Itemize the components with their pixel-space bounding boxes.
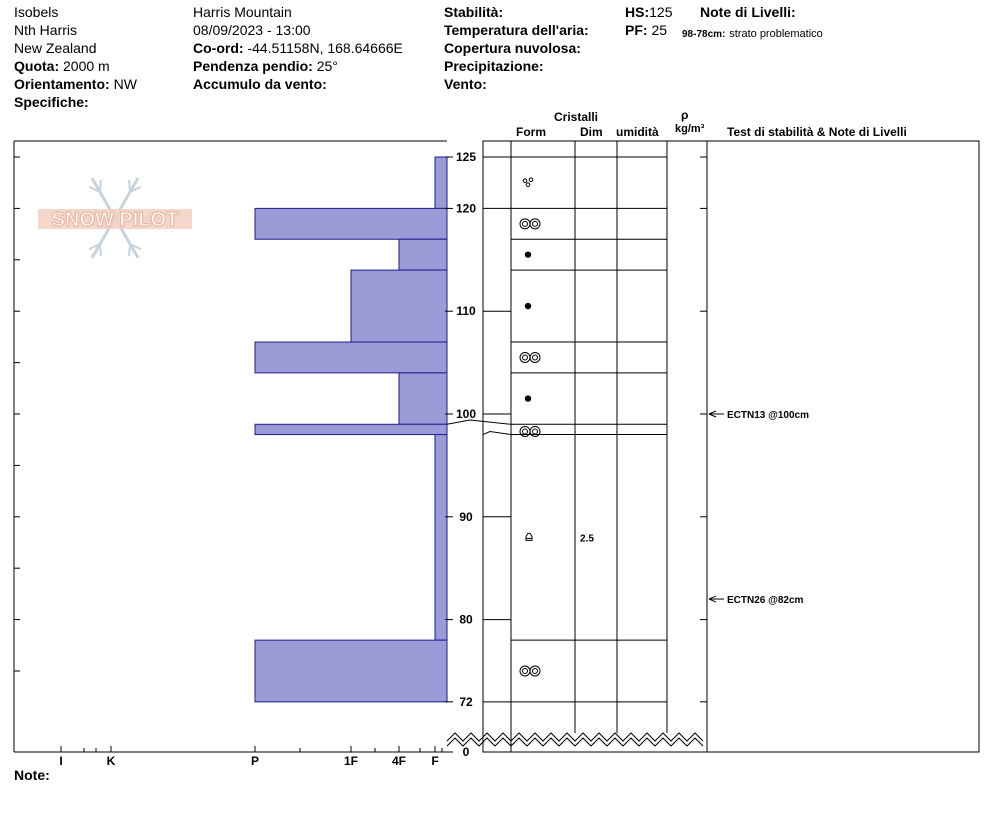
- stability-test-label: ECTN26 @82cm: [727, 595, 804, 607]
- melt-form-icon: [523, 429, 528, 434]
- logo-text: SNOW PILOT: [51, 209, 179, 231]
- pf-label: PF:: [625, 22, 648, 38]
- hardness-bar: [399, 373, 447, 424]
- depth-label: 0: [462, 745, 470, 759]
- hs-value: 125: [649, 4, 673, 20]
- snowflake-branch: [100, 180, 101, 192]
- hardness-label: K: [106, 754, 116, 768]
- snow-pilot-logo: [38, 178, 192, 258]
- tests-notes-header: Test di stabilità & Note di Livelli: [727, 125, 907, 139]
- observer-name: Isobels: [14, 4, 59, 20]
- dim-header: Dim: [580, 125, 603, 139]
- layer-notes-label: Note di Livelli:: [700, 4, 796, 20]
- depth-label: 120: [455, 201, 477, 216]
- melt-form-icon: [533, 429, 538, 434]
- snowflake-branch: [100, 244, 101, 256]
- ice-formation-icon: [525, 395, 531, 401]
- precip-particle-icon: [526, 183, 530, 187]
- hardness-bars: [255, 157, 447, 702]
- melt-form-icon: [520, 219, 530, 229]
- stability-tests: [709, 410, 809, 606]
- melt-form-icon: [533, 355, 538, 360]
- depth-label: 125: [455, 150, 477, 164]
- location-name: Harris Mountain: [193, 4, 292, 20]
- depth-hoar-icon: [526, 533, 532, 540]
- hardness-label: P: [250, 754, 260, 768]
- precip-particle-icon: [529, 178, 533, 182]
- hardness-bar: [255, 640, 447, 702]
- ice-formation-icon: [525, 251, 531, 257]
- hardness-bar: [435, 157, 447, 208]
- snowflake-branch: [129, 180, 130, 192]
- observation-datetime: 08/09/2023 - 13:00: [193, 22, 311, 38]
- elevation-label: Quota:: [14, 58, 60, 74]
- grain-table-frame: [483, 141, 979, 752]
- boundary-connector: [483, 432, 511, 435]
- melt-form-icon: [523, 221, 528, 226]
- layer-note-text: strato problematico: [729, 28, 823, 40]
- aspect-value: NW: [113, 76, 137, 92]
- depth-label: 72: [459, 694, 473, 709]
- specifics-label: Specifiche:: [14, 94, 89, 110]
- country-name: New Zealand: [14, 40, 97, 56]
- coord-value: -44.51158N, 168.64666E: [247, 40, 403, 56]
- hardness-label: F: [431, 754, 439, 768]
- cloud-cover-label: Copertura nuvolosa:: [444, 40, 581, 56]
- melt-form-icon: [530, 666, 540, 676]
- hs-label: HS:: [625, 4, 650, 20]
- stability-test-label: ECTN13 @100cm: [727, 410, 810, 421]
- layer-note-range: 98-78cm:: [682, 29, 726, 40]
- stability-label: Stabilità:: [444, 4, 504, 20]
- melt-form-icon: [520, 666, 530, 676]
- precip-particle-icon: [523, 179, 527, 183]
- elevation-value: 2000 m: [63, 58, 110, 74]
- melt-form-icon: [523, 669, 528, 674]
- coord-label: Co-ord:: [193, 40, 244, 56]
- depth-label: 110: [456, 304, 476, 319]
- snowflake-branch: [129, 244, 130, 256]
- air-temp-label: Temperatura dell'aria:: [444, 22, 589, 38]
- form-header: Form: [516, 125, 546, 139]
- wind-loading-label: Accumulo da vento:: [193, 76, 327, 92]
- aspect-label: Orientamento:: [14, 76, 110, 92]
- melt-form-icon: [520, 352, 530, 362]
- crystals-header: Cristalli: [554, 110, 599, 124]
- hardness-bar: [399, 239, 447, 270]
- axis-break: [447, 738, 703, 746]
- depth-label: 90: [459, 509, 473, 524]
- hardness-bar: [255, 208, 447, 239]
- depth-label: 80: [459, 612, 473, 627]
- grain-size-label: 2.5: [580, 533, 594, 545]
- precipitation-label: Precipitazione:: [444, 58, 544, 74]
- ice-formation-icon: [525, 303, 531, 309]
- hardness-bar: [255, 424, 447, 434]
- melt-form-icon: [530, 219, 540, 229]
- pf-value: 25: [651, 22, 668, 38]
- region-name: Nth Harris: [14, 22, 78, 38]
- grain-column: [520, 178, 594, 676]
- hardness-label: 1F: [343, 754, 359, 768]
- hardness-bar: [351, 270, 447, 342]
- profile-frame: [14, 141, 979, 752]
- wind-label: Vento:: [444, 76, 487, 92]
- density-unit-header: kg/m³: [675, 123, 705, 135]
- density-rho-header: ρ: [681, 108, 689, 122]
- hardness-bar: [435, 435, 447, 641]
- melt-form-icon: [533, 669, 538, 674]
- hardness-label: I: [59, 754, 63, 768]
- slope-label: Pendenza pendio:: [193, 58, 313, 74]
- hardness-bar: [255, 342, 447, 373]
- melt-form-icon: [523, 355, 528, 360]
- hardness-label: 4F: [391, 754, 407, 768]
- moisture-header: umidità: [616, 125, 659, 139]
- depth-label: 100: [455, 407, 477, 421]
- slope-value: 25°: [316, 58, 338, 74]
- notes-label: Note:: [14, 767, 50, 783]
- melt-form-icon: [533, 221, 538, 226]
- melt-form-icon: [530, 352, 540, 362]
